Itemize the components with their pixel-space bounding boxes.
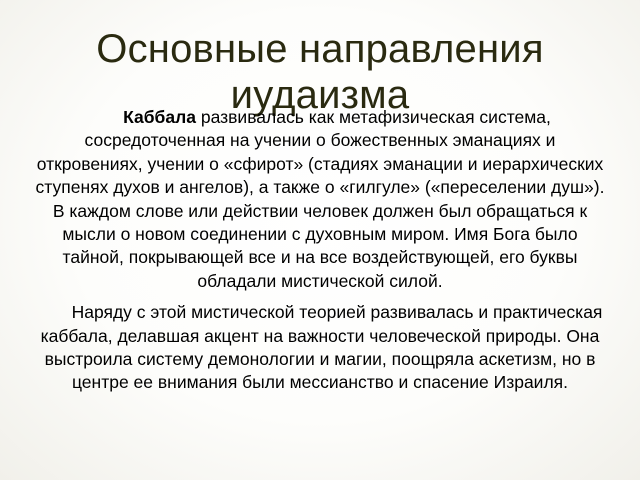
paragraph-practical-kabbalah-text: Наряду с этой мистической теорией развивалась и практическая каббала, делавшая акцент на важности человеческой природы. Она выстроила систему демонологии и магии, поощряла аскетизм, но в центре ее внимания были мессианство и спасение Израиля. xyxy=(40,302,603,393)
slide-body xyxy=(30,106,610,395)
slide-title xyxy=(40,26,600,118)
term-kabbalah: Каббала xyxy=(123,107,196,127)
paragraph-kabbalah-text: развивалась как метафизическая система, сосредоточенная на учении о божественных эманациях и откровениях, учении о «сфирот» (стадиях эманации и иерархических ступенях духов и ангелов), а также о «гилгуле» («переселении душ»). В каждом слове или действии человек должен был обращаться к мысли о новом соединении с духовным миром. Имя Бога было тайной, покрывающей все и на все воздействующей, его буквы обладали мистической силой. xyxy=(35,107,605,291)
paragraph-practical-kabbalah xyxy=(30,301,610,395)
paragraph-kabbalah xyxy=(30,106,610,293)
slide-title-line-1: Основные направления xyxy=(96,27,544,71)
slide-title-line-2: иудаизма xyxy=(230,73,410,117)
